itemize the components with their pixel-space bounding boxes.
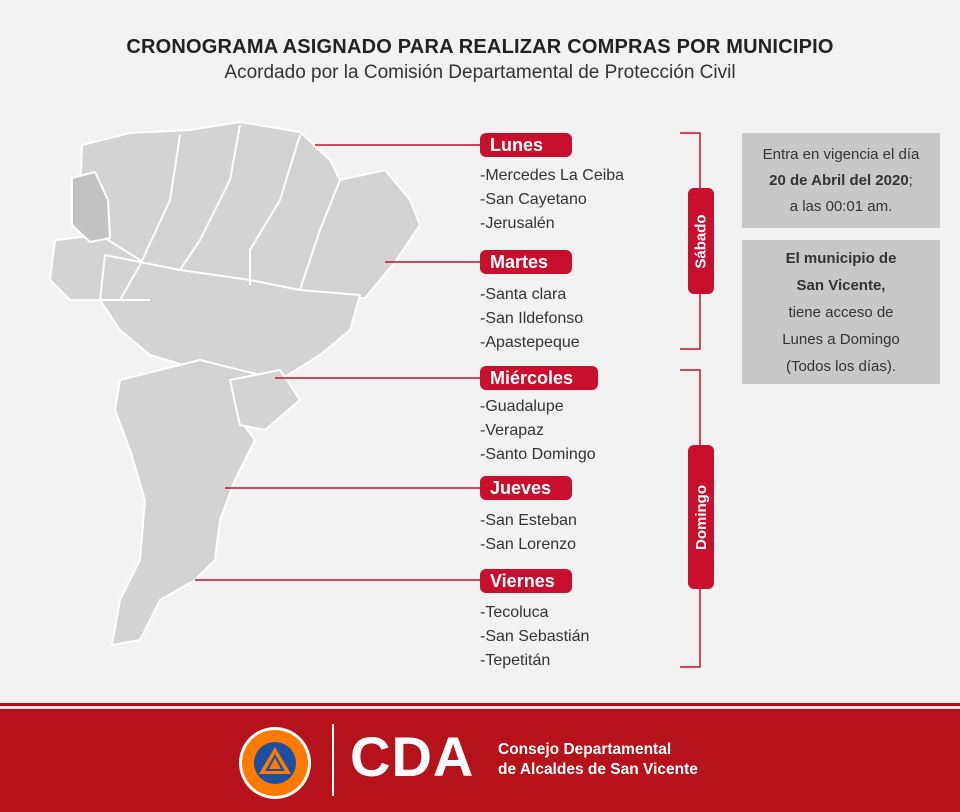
municipality-item: -Guadalupe — [480, 398, 564, 415]
effective-date-value: 20 de Abril del 2020 — [769, 172, 909, 189]
municipality-item: -Tecoluca — [480, 604, 549, 621]
day-badge-lunes: Lunes — [480, 133, 572, 157]
cda-logo: CDA — [350, 725, 475, 788]
municipality-item: -San Cayetano — [480, 191, 587, 208]
page-title: CRONOGRAMA ASIGNADO PARA REALIZAR COMPRAS POR MUNICIPIO — [126, 36, 834, 58]
day-badge-miercoles: Miércoles — [480, 366, 598, 390]
day-badge-viernes: Viernes — [480, 569, 572, 593]
san-vicente-line1-text: El municipio de — [785, 250, 897, 267]
proteccion-civil-seal — [238, 726, 312, 800]
day-badge-jueves: Jueves — [480, 476, 572, 500]
san-vicente-line2-text: San Vicente, — [796, 277, 886, 294]
san-vicente-box — [742, 240, 940, 384]
effective-date-line3: a las 00:01 am. — [789, 198, 893, 215]
san-vicente-line5: (Todos los días). — [785, 358, 897, 375]
day-badge-martes: Martes — [480, 250, 572, 274]
municipality-item: -Tepetitán — [480, 652, 551, 669]
san-vicente-line4: Lunes a Domingo — [782, 331, 900, 348]
sunday-label-text: Domingo — [692, 484, 710, 550]
municipality-item: -San Esteban — [480, 512, 577, 529]
municipality-item: -Apastepeque — [480, 334, 580, 351]
organization-line2: de Alcaldes de San Vicente — [498, 761, 698, 778]
municipality-item: -Verapaz — [480, 422, 545, 439]
effective-date-suffix: ; — [908, 172, 913, 189]
municipality-item: -San Ildefonso — [480, 310, 584, 327]
sunday-label — [688, 445, 714, 589]
effective-date-line2 — [742, 168, 940, 194]
map-region-south-east — [230, 370, 300, 430]
footer-divider — [332, 724, 334, 796]
organization-name — [498, 740, 698, 780]
footer-top-line — [0, 706, 960, 709]
municipality-item: -Mercedes La Ceiba — [480, 167, 625, 184]
saturday-label — [688, 188, 714, 294]
organization-line1: Consejo Departamental — [498, 741, 672, 758]
effective-date-line1: Entra en vigencia el día — [762, 146, 920, 163]
saturday-label-text: Sábado — [692, 213, 710, 269]
municipality-item: -Santo Domingo — [480, 446, 596, 463]
municipality-item: -Santa clara — [480, 286, 567, 303]
municipality-item: -San Lorenzo — [480, 536, 577, 553]
san-vicente-line2 — [742, 272, 940, 299]
municipality-item: -Jerusalén — [480, 215, 555, 232]
effective-date-box — [742, 133, 940, 228]
footer-bar — [0, 703, 960, 812]
san-vicente-line3: tiene acceso de — [788, 304, 894, 321]
municipality-item: -San Sebastián — [480, 628, 590, 645]
page-subtitle: Acordado por la Comisión Departamental de Protección Civil — [224, 62, 736, 83]
san-vicente-line1 — [742, 245, 940, 272]
